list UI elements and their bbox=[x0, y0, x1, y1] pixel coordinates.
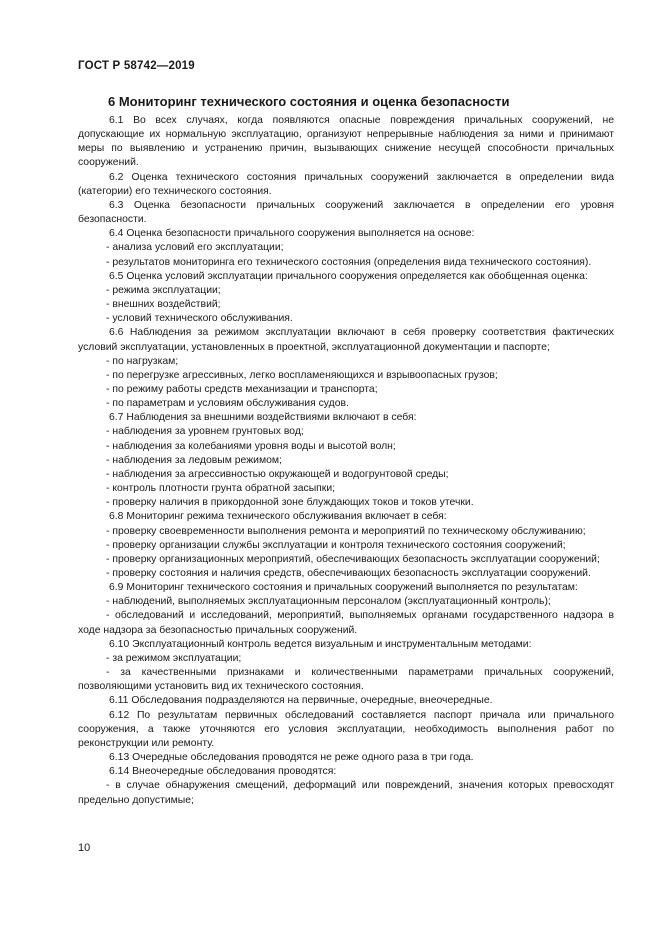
list-item: - проверку своевременности выполнения ремонта и мероприятий по техническому обслуживанию; bbox=[106, 525, 586, 537]
section-title: 6 Мониторинг технического состояния и оценка безопасности bbox=[108, 94, 510, 109]
list-item: - режима эксплуатации; bbox=[106, 284, 221, 296]
list-item: - внешних воздействий; bbox=[106, 299, 221, 311]
list-item: - обследований и исследований, мероприятий, выполняемых органами государственного надзора в ходе надзора за безопасностью причальных сооружений. bbox=[78, 610, 614, 636]
list-item: - анализа условий его эксплуатации; bbox=[106, 242, 284, 254]
list-item: - наблюдений, выполняемых эксплуатационным персоналом (эксплуатационный контроль); bbox=[106, 596, 551, 608]
list-item: - по нагрузкам; bbox=[106, 355, 179, 367]
paragraph-6-12: 6.12 По результатам первичных обследований составляется паспорт причала или причального сооружения, а также уточняются его условия эксплуатации, необходимость выполнения работ по реконструкции или ремонту. bbox=[78, 709, 614, 749]
paragraph-6-3: 6.3 Оценка безопасности причальных сооружений заключается в определении его уровня безопасности. bbox=[78, 199, 614, 226]
list-item: - наблюдения за ледовым режимом; bbox=[106, 454, 282, 466]
list-item: - условий технического обслуживания. bbox=[106, 313, 293, 325]
list-item: - в случае обнаружения смещений, деформаций или повреждений, значения которых превосходят предельно допустимые; bbox=[78, 780, 614, 806]
paragraph-6-2: 6.2 Оценка технического состояния причальных сооружений заключается в определении вида (категории) его технического состояния. bbox=[78, 171, 614, 197]
list-item: - проверку наличия в прикордонной зоне блуждающих токов и токов утечки. bbox=[106, 497, 474, 509]
paragraph-6-13: 6.13 Очередные обследования проводятся не реже одного раза в три года. bbox=[109, 752, 474, 764]
paragraph-6-6: 6.6 Наблюдения за режимом эксплуатации включают в себя проверку соответствия фактических условий эксплуатации, установленных в проектной, эксплуатационной документации и паспорте; bbox=[78, 327, 614, 353]
paragraph-6-10: 6.10 Эксплуатационный контроль ведется визуальным и инструментальным методами: bbox=[109, 638, 532, 650]
list-item: - проверку состояния и наличия средств, обеспечивающих безопасность эксплуатации сооружений. bbox=[106, 568, 591, 579]
list-item: - проверку организационных мероприятий, обеспечивающих безопасность эксплуатации сооружений; bbox=[106, 553, 600, 565]
paragraph-6-8: 6.8 Мониторинг режима технического обслуживания включает в себя: bbox=[109, 511, 447, 523]
page-number: 10 bbox=[78, 842, 91, 854]
paragraph-6-14: 6.14 Внеочередные обследования проводятся: bbox=[109, 766, 337, 778]
list-item: - наблюдения за уровнем грунтовых вод; bbox=[106, 426, 304, 438]
paragraph-6-5: 6.5 Оценка условий эксплуатации причального сооружения определяется как обобщенная оценка: bbox=[109, 270, 588, 282]
list-item: - наблюдения за агрессивностью окружающей и водогрунтовой среды; bbox=[106, 468, 449, 480]
section-body bbox=[78, 114, 614, 808]
list-item: - по перегрузке агрессивных, легко воспламеняющихся и взрывоопасных грузов; bbox=[106, 369, 498, 381]
list-item: - проверку организации службы эксплуатации и контроля технического состояния сооружений; bbox=[106, 539, 566, 551]
list-item: - по параметрам и условиям обслуживания судов. bbox=[106, 398, 349, 410]
list-item: - за качественными признаками и количественными параметрами причальных сооружений, позволяющими установить вид их технического состояния. bbox=[78, 667, 614, 693]
list-item: - за режимом эксплуатации; bbox=[106, 652, 242, 664]
list-item: - по режиму работы средств механизации и транспорта; bbox=[106, 383, 378, 395]
paragraph-6-9: 6.9 Мониторинг технического состояния и причальных сооружений выполняется по результатам: bbox=[109, 582, 578, 594]
document-header: ГОСТ Р 58742—2019 bbox=[78, 60, 195, 72]
paragraph-6-7: 6.7 Наблюдения за внешними воздействиями включают в себя: bbox=[109, 412, 417, 424]
paragraph-6-11: 6.11 Обследования подразделяются на первичные, очередные, внеочередные. bbox=[109, 695, 493, 707]
list-item: - контроль плотности грунта обратной засыпки; bbox=[106, 483, 336, 495]
paragraph-6-4: 6.4 Оценка безопасности причального сооружения выполняется на основе: bbox=[109, 228, 475, 240]
list-item: - наблюдения за колебаниями уровня воды и высотой волн; bbox=[106, 440, 396, 452]
list-item: - результатов мониторинга его технического состояния (определения вида технического состояния). bbox=[106, 256, 592, 268]
paragraph-6-1: 6.1 Во всех случаях, когда появляются опасные повреждения причальных сооружений, не допускающие их нормальную эксплуатацию, организуют непрерывные наблюдения за ними и принимают меры по выявлению и устранению причин, вызывающих снижение несущей способности причальных сооружений. bbox=[78, 115, 614, 169]
